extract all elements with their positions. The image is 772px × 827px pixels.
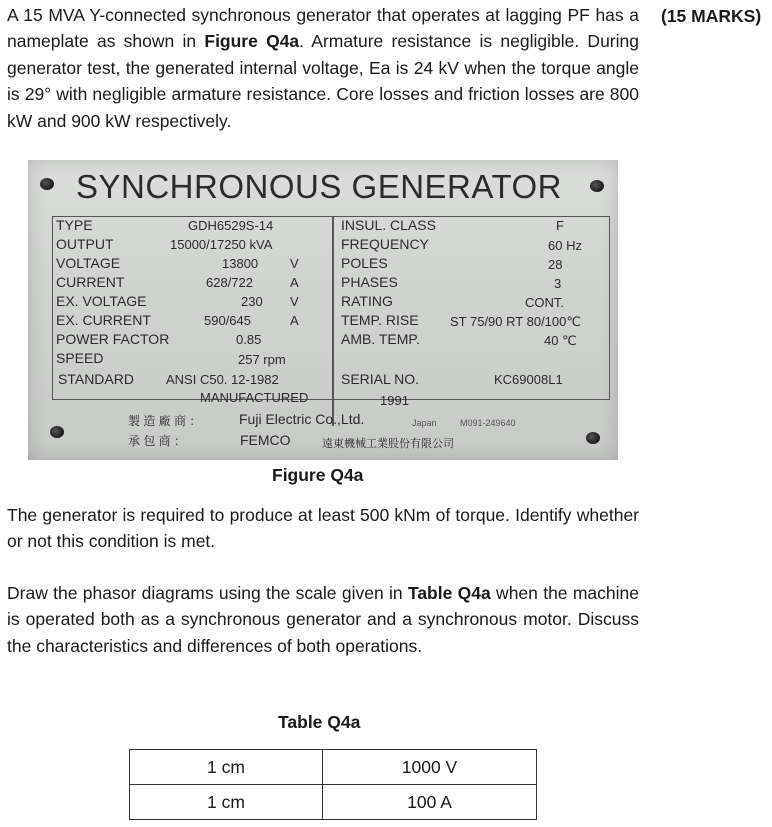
plate-unit: V bbox=[290, 294, 299, 309]
plate-label: POWER FACTOR bbox=[56, 331, 170, 347]
plate-unit: A bbox=[290, 275, 299, 290]
figure-reference: Figure Q4a bbox=[204, 31, 300, 52]
agent-name-cn: 遠東機械工業股份有限公司 bbox=[322, 438, 454, 450]
plate-value: 590/645 bbox=[204, 313, 251, 328]
table-caption: Table Q4a bbox=[278, 712, 361, 732]
plate-label: STANDARD bbox=[58, 371, 134, 387]
manufactured-label: MANUFACTURED bbox=[200, 390, 309, 405]
marks-label: (15 MARKS) bbox=[661, 6, 762, 26]
plate-label: TEMP. RISE bbox=[341, 312, 419, 328]
plate-label: EX. VOLTAGE bbox=[56, 293, 147, 309]
plate-value: CONT. bbox=[525, 295, 564, 310]
plate-value: 230 bbox=[241, 294, 263, 309]
agent-label: 承 包 商 ： bbox=[128, 434, 187, 448]
plate-label: SERIAL NO. bbox=[341, 371, 420, 387]
plate-label: VOLTAGE bbox=[56, 255, 121, 271]
plate-label: INSUL. CLASS bbox=[341, 217, 436, 233]
plate-value: 0.85 bbox=[236, 332, 262, 347]
table-row bbox=[130, 750, 537, 785]
plate-label: SPEED bbox=[56, 350, 104, 366]
agent-name: FEMCO bbox=[240, 432, 291, 448]
plate-label: POLES bbox=[341, 255, 388, 271]
table-cell: 100 A bbox=[323, 785, 537, 820]
manufactured-year: 1991 bbox=[380, 393, 409, 408]
plate-value: 40 ℃ bbox=[544, 333, 577, 348]
plate-value: 628/722 bbox=[206, 275, 253, 290]
plate-label: TYPE bbox=[56, 217, 93, 233]
table-cell: 1 cm bbox=[130, 750, 323, 785]
plate-value: 28 bbox=[548, 257, 563, 272]
maker-country: Japan bbox=[412, 418, 437, 428]
plate-unit: A bbox=[290, 313, 299, 328]
figure-caption: Figure Q4a bbox=[272, 465, 364, 485]
plate-value: 3 bbox=[554, 276, 562, 291]
plate-value: 257 rpm bbox=[238, 352, 286, 367]
screw-icon bbox=[50, 426, 64, 438]
plate-unit: V bbox=[290, 256, 299, 271]
question-part-c: Draw the phasor diagrams using the scale given in Table Q4a when the machine is operated both as a synchronous generator and a synchronous motor. Discuss the characteristics and differences of both operations. bbox=[7, 583, 639, 656]
plate-value: KC69008L1 bbox=[494, 372, 563, 387]
plate-label: AMB. TEMP. bbox=[341, 331, 420, 347]
scale-table bbox=[129, 749, 537, 820]
plate-value: 15000/17250 kVA bbox=[170, 237, 273, 252]
plate-label: CURRENT bbox=[56, 274, 125, 290]
nameplate-title: SYNCHRONOUS GENERATOR bbox=[76, 168, 563, 205]
maker-code: M091-249640 bbox=[460, 418, 516, 428]
plate-label: PHASES bbox=[341, 274, 398, 290]
maker-name: Fuji Electric Co.,Ltd. bbox=[239, 411, 365, 427]
plate-value: ANSI C50. 12-1982 bbox=[166, 372, 279, 387]
nameplate-photo bbox=[28, 160, 618, 460]
maker-label: 製 造 廠 商 ： bbox=[128, 414, 202, 428]
plate-value: 13800 bbox=[222, 256, 259, 271]
plate-label: EX. CURRENT bbox=[56, 312, 151, 328]
plate-value: GDH6529S-14 bbox=[188, 218, 274, 233]
screw-icon bbox=[590, 180, 604, 192]
table-cell: 1 cm bbox=[130, 785, 323, 820]
question-part-b: The generator is required to produce at least 500 kNm of torque. Identify whether or not this condition is met. bbox=[7, 505, 639, 552]
plate-label: OUTPUT bbox=[56, 236, 114, 252]
plate-value: ST 75/90 RT 80/100℃ bbox=[450, 314, 581, 329]
question-intro: A 15 MVA Y-connected synchronous generator that operates at lagging PF has a nameplate as shown in Figure Q4a. Armature resistance is negligible. During generator test, the generated internal voltage, Ea is 24 kV when the torque angle is 29° with negligible armature resistance. Core losses and friction losses are 800 kW and 900 kW respectively. bbox=[7, 5, 639, 131]
table-row bbox=[130, 785, 537, 820]
screw-icon bbox=[586, 432, 600, 444]
table-reference: Table Q4a bbox=[407, 583, 491, 603]
plate-label: RATING bbox=[341, 293, 393, 309]
screw-icon bbox=[40, 178, 54, 190]
table-cell: 1000 V bbox=[323, 750, 537, 785]
plate-value: F bbox=[556, 218, 564, 233]
plate-label: FREQUENCY bbox=[341, 236, 429, 252]
plate-value: 60 Hz bbox=[548, 238, 582, 253]
